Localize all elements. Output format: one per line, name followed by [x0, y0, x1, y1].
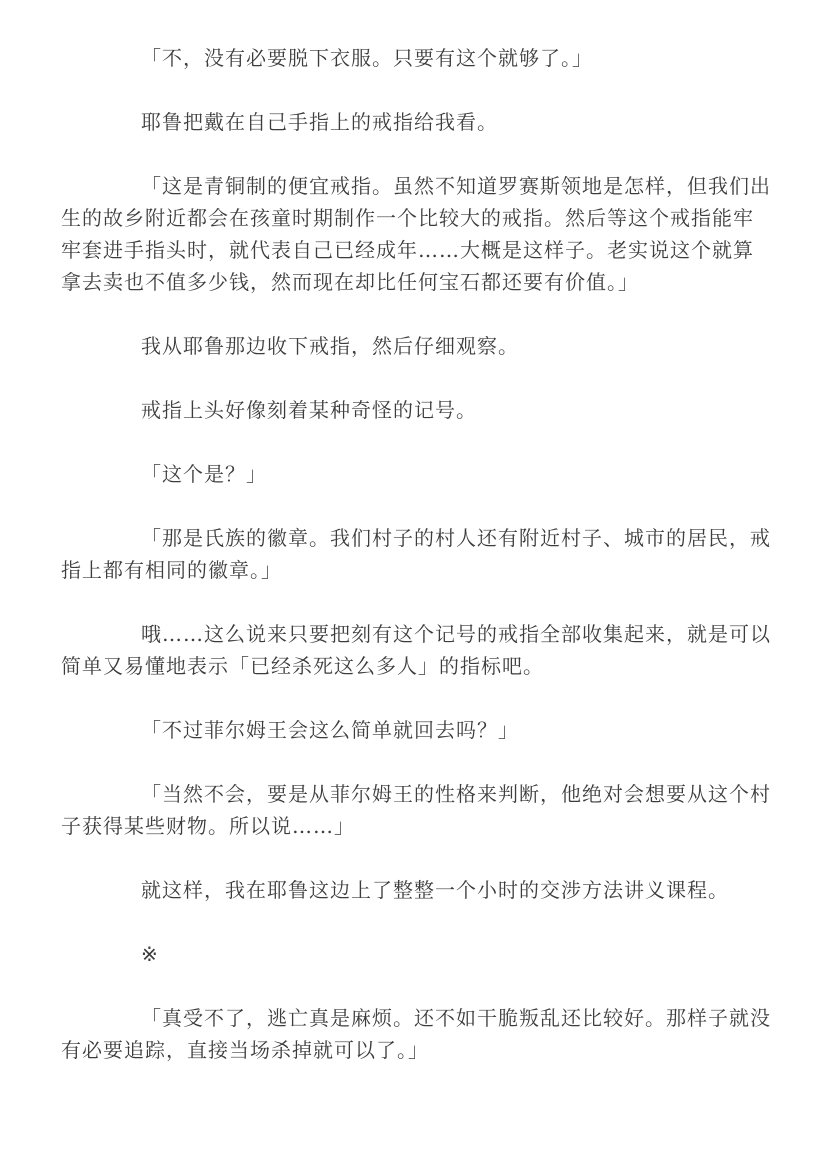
- paragraph: 哦……这么说来只要把刻有这个记号的戒指全部收集起来，就是可以简单又易懂地表示「已经杀死这么多人」的指标吧。: [61, 622, 771, 678]
- section-divider: ※: [141, 942, 159, 966]
- paragraph: 「这是青铜制的便宜戒指。虽然不知道罗赛斯领地是怎样，但我们出生的故乡附近都会在孩童时期制作一个比较大的戒指。然后等这个戒指能牢牢套进手指头时，就代表自己已经成年……大概是这样子。老实说这个就算拿去卖也不值多少钱，然而现在却比任何宝石都还要有价值。」: [61, 174, 771, 294]
- paragraph: 耶鲁把戴在自己手指上的戒指给我看。: [141, 110, 498, 134]
- paragraph: 就这样，我在耶鲁这边上了整整一个小时的交涉方法讲义课程。: [141, 878, 729, 902]
- paragraph: 「不，没有必要脱下衣服。只要有这个就够了。」: [141, 46, 593, 70]
- paragraph: 「那是氏族的徽章。我们村子的村人还有附近村子、城市的居民，戒指上都有相同的徽章。」: [61, 526, 771, 582]
- paragraph: 「不过菲尔姆王会这么简单就回去吗？」: [141, 718, 519, 742]
- paragraph: 「这个是？」: [141, 462, 267, 486]
- paragraph: 我从耶鲁那边收下戒指，然后仔细观察。: [141, 334, 519, 358]
- paragraph: 「当然不会，要是从菲尔姆王的性格来判断，他绝对会想要从这个村子获得某些财物。所以说……」: [61, 782, 771, 838]
- paragraph: 「真受不了，逃亡真是麻烦。还不如干脆叛乱还比较好。那样子就没有必要追踪，直接当场杀掉就可以了。」: [61, 1006, 771, 1062]
- paragraph: 戒指上头好像刻着某种奇怪的记号。: [141, 398, 477, 422]
